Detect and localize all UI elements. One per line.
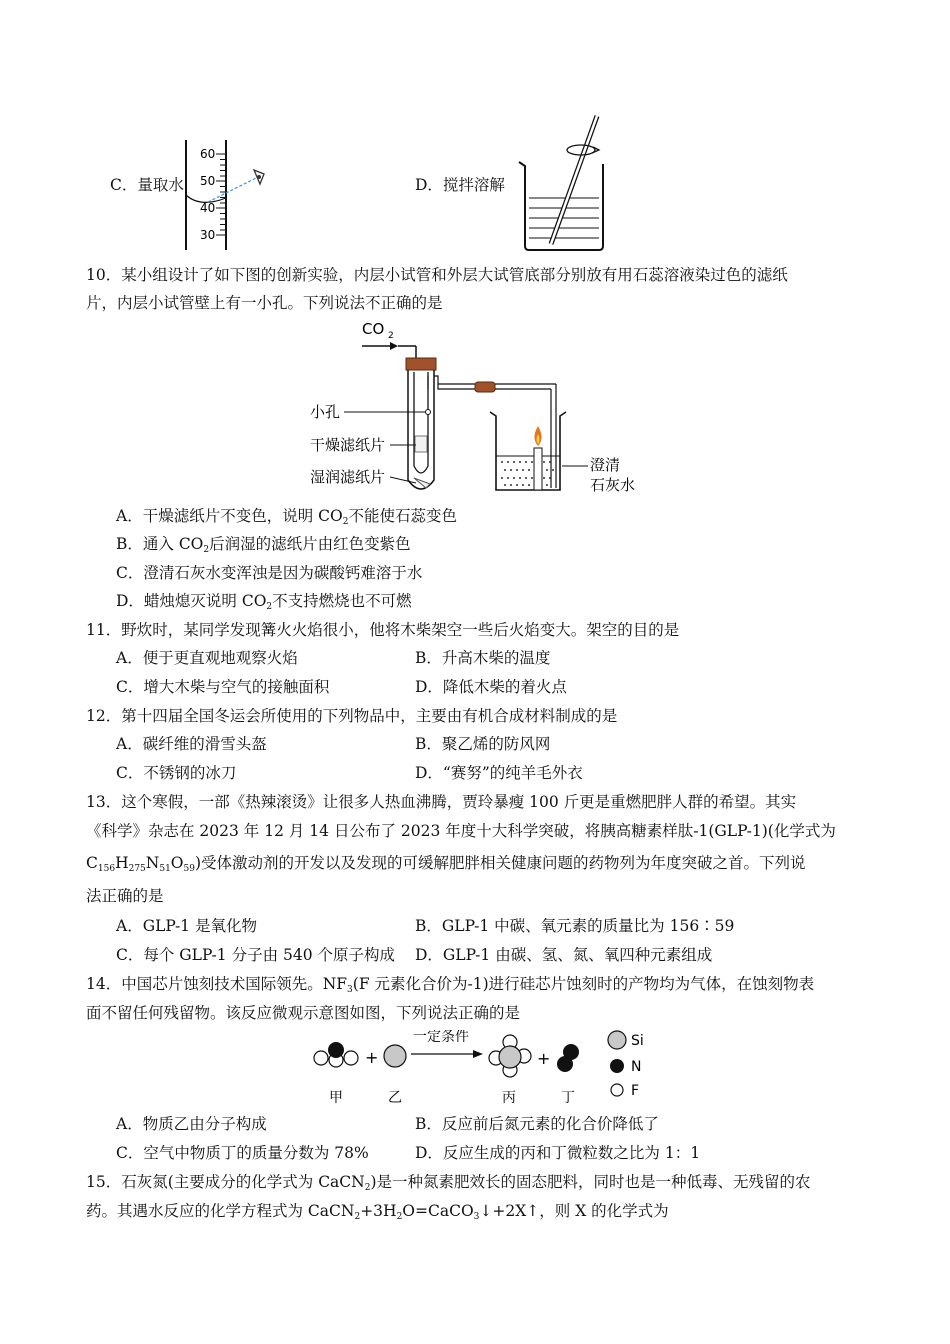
q15-stem-line1: 15．石灰氮(主要成分的化学式为 CaCN$_2$)是一种氮素肥效长的固态肥料，同时也是一种低毒、无残留的农 (86, 1173, 811, 1193)
plus-1: + (365, 1048, 379, 1067)
q11-option-b[interactable]: B．升高木柴的温度 (415, 649, 551, 667)
q13-option-d[interactable]: D．GLP-1 由碳、氢、氮、氧四种元素组成 (415, 946, 713, 964)
q13-option-b[interactable]: B．GLP-1 中碳、氧元素的质量比为 156∶59 (415, 917, 735, 935)
label-ding: 丁 (561, 1090, 575, 1106)
q13-stem-line2: 《科学》杂志在 2023 年 12 月 14 日公布了 2023 年度十大科学突破，将胰高糖素样肽-1(GLP-1)(化学式为 (86, 822, 836, 840)
label-bing: 丙 (502, 1090, 516, 1106)
q14-option-a[interactable]: A．物质乙由分子构成 (116, 1115, 267, 1133)
q14-stem-line2: 面不留任何残留物。该反应微观示意图如图，下列说法正确的是 (86, 1004, 521, 1022)
q10-option-b[interactable]: B．通入 $CO_2$后润湿的滤纸片由红色变紫色 (116, 535, 411, 555)
label-jia: 甲 (329, 1090, 343, 1106)
q10-option-c[interactable]: C．澄清石灰水变浑浊是因为碳酸钙难溶于水 (116, 564, 423, 582)
q10-stem-line1: 10．某小组设计了如下图的创新实验，内层小试管和外层大试管底部分别放有用石蕊溶液染过色的滤纸 (86, 266, 788, 284)
q13-option-c[interactable]: C．每个 GLP-1 分子由 540 个原子构成 (116, 946, 396, 964)
q14-stem-line1: 14．中国芯片蚀刻技术国际领先。$NF_3(F$ 元素化合价为-1)进行硅芯片蚀刻时的产物均为气体，在蚀刻物表 (86, 975, 815, 995)
q10-stem-line2: 片，内层小试管壁上有一小孔。下列说法不正确的是 (86, 294, 443, 312)
arrow-condition: 一定条件 (413, 1030, 469, 1045)
plus-2: + (537, 1049, 551, 1068)
co2-apparatus-figure (300, 316, 660, 498)
legend-n: N (631, 1059, 642, 1075)
q10-option-d[interactable]: D．蜡烛熄灭说明 $CO_2$不支持燃烧也不可燃 (116, 592, 412, 612)
q12-option-d[interactable]: D．“赛努”的纯羊毛外衣 (415, 764, 583, 782)
q14-option-b[interactable]: B．反应前后氮元素的化合价降低了 (415, 1115, 659, 1133)
reaction-micro-figure (305, 1030, 655, 1108)
q11-stem: 11．野炊时，某同学发现篝火火焰很小，他将木柴架空一些后火焰变大。架空的目的是 (86, 621, 680, 639)
label-limewater-2: 石灰水 (590, 476, 636, 494)
q10-option-a[interactable]: A．干燥滤纸片不变色，说明 $CO_2$不能使石蕊变色 (116, 507, 457, 527)
label-hole: 小孔 (310, 403, 341, 421)
q13-option-a[interactable]: A．GLP-1 是氧化物 (116, 917, 257, 935)
beaker-stirring-figure (515, 112, 615, 252)
label-wet-paper: 湿润滤纸片 (310, 468, 386, 486)
option-d-label: D．搅拌溶解 (415, 176, 505, 194)
tick-50: 50 (200, 174, 216, 188)
q11-option-d[interactable]: D．降低木柴的着火点 (415, 678, 567, 696)
co2-label-sub: 2 (388, 331, 394, 341)
q12-option-a[interactable]: A．碳纤维的滑雪头盔 (116, 735, 267, 753)
option-c-label: C．量取水 (110, 176, 184, 194)
label-yi: 乙 (388, 1090, 402, 1106)
legend-f: F (631, 1083, 640, 1099)
tick-60: 60 (200, 147, 216, 161)
q15-stem-line2: 药。其遇水反应的化学方程式为 $CaCN_2+3H_2O=CaCO_3↓+2X↑$，则 X 的化学式为 (86, 1202, 669, 1222)
glp1-formula: $C_{156}H_{275}N_{51}O_{59}$ (86, 854, 195, 874)
q14-option-c[interactable]: C．空气中物质丁的质量分数为 78% (116, 1144, 369, 1162)
label-dry-paper: 干燥滤纸片 (310, 436, 386, 454)
legend-si: Si (631, 1033, 644, 1049)
graduated-cylinder-figure (180, 140, 280, 252)
q13-stem-line1: 13．这个寒假，一部《热辣滚烫》让很多人热血沸腾，贾玲暴瘦 100 斤更是重燃肥胖人群的希望。其实 (86, 793, 797, 811)
q14-option-d[interactable]: D．反应生成的丙和丁微粒数之比为 1：1 (415, 1144, 701, 1162)
co2-label: CO (362, 320, 385, 338)
q13-stem-line4: 法正确的是 (86, 887, 164, 905)
q11-option-c[interactable]: C．增大木柴与空气的接触面积 (116, 678, 330, 696)
tick-40: 40 (200, 201, 216, 215)
label-limewater-1: 澄清 (590, 456, 621, 474)
q11-option-a[interactable]: A．便于更直观地观察火焰 (116, 649, 298, 667)
q12-option-b[interactable]: B．聚乙烯的防风网 (415, 735, 551, 753)
q13-stem-line3: $C_{156}H_{275}N_{51}O_{59}$)受体激动剂的开发以及发现的可缓解肥胖相关健康问题的药物列为年度突破之首。下列说 (86, 854, 806, 874)
q12-stem: 12．第十四届全国冬运会所使用的下列物品中，主要由有机合成材料制成的是 (86, 707, 618, 725)
q12-option-c[interactable]: C．不锈钢的冰刀 (116, 764, 237, 782)
tick-30: 30 (200, 228, 216, 242)
